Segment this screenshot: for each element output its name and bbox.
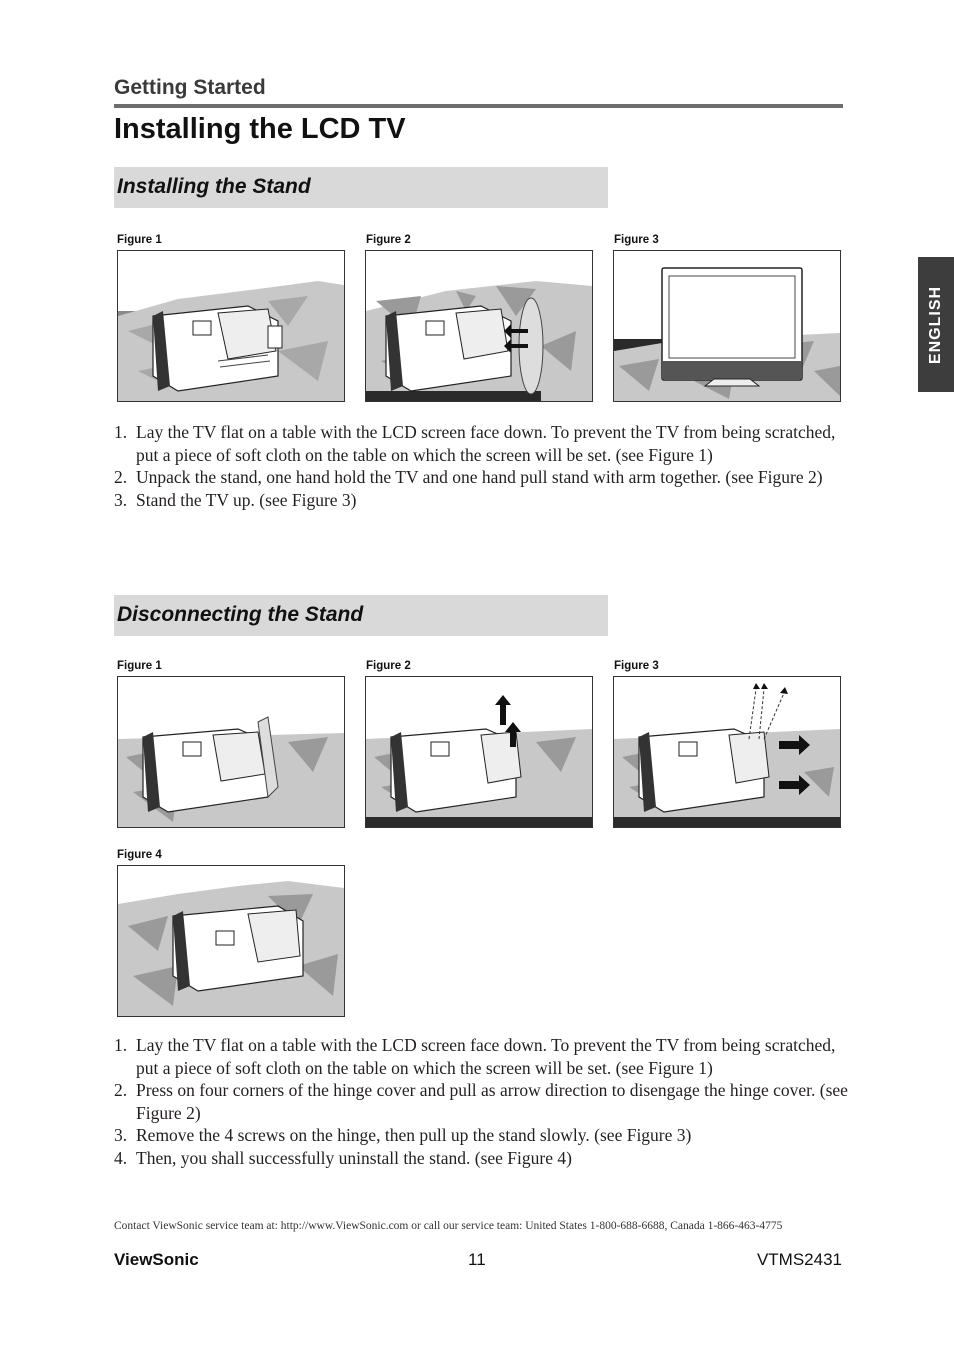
disconnect-step-4 [114,1147,854,1170]
step-number: 1. [114,1035,128,1055]
disconnect-figure-1 [117,676,345,828]
step-text: Unpack the stand, one hand hold the TV and one hand pull stand with arm together. (see Figure 2) [136,467,823,488]
model-number: VTMS2431 [756,1250,842,1269]
step-number: 3. [114,1125,128,1146]
language-tab-label: ENGLISH [927,285,944,364]
step-number: 1. [114,422,128,442]
install-step-2 [114,466,854,489]
section-label: Getting Started [114,76,266,99]
install-step-3 [114,489,854,512]
disconnect-steps [114,1034,854,1170]
disconnect-figure-2 [365,676,593,828]
disconnect-figure-1-label: Figure 1 [117,660,162,672]
disconnect-figure-3 [613,676,841,828]
language-tab [918,257,954,392]
install-step-1 [114,421,854,466]
step-text: Remove the 4 screws on the hinge, then pull up the stand slowly. (see Figure 3) [136,1125,692,1146]
contact-info: Contact ViewSonic service team at: http://www.ViewSonic.com or call our service team: United States 1-800-688-6688, Canada 1-866-463-4775 [114,1220,783,1232]
disconnect-figure-4 [117,865,345,1017]
install-heading: Installing the Stand [117,175,311,198]
step-number: 4. [114,1147,128,1168]
page-title: Installing the LCD TV [114,113,406,145]
disconnect-figure-4-label: Figure 4 [117,849,162,861]
install-heading-band [114,167,608,208]
install-steps [114,421,854,511]
header-rule [114,104,843,108]
step-text: Stand the TV up. (see Figure 3) [136,489,357,510]
disconnect-step-1 [114,1034,854,1079]
disconnect-figure-3-label: Figure 3 [614,660,659,672]
disconnect-step-3 [114,1124,854,1147]
step-number: 2. [114,467,128,488]
page-number: 11 [468,1250,486,1269]
step-number: 3. [114,489,128,510]
step-text: Lay the TV flat on a table with the LCD screen face down. To prevent the TV from being scratched, put a piece of soft cloth on the table on which the screen will be set. (see Figure 1) [136,1035,836,1078]
step-text: Press on four corners of the hinge cover and pull as arrow direction to disengage the hinge cover. (see Figure 2) [136,1080,848,1123]
install-figure-2-label: Figure 2 [366,234,411,246]
step-text: Lay the TV flat on a table with the LCD screen face down. To prevent the TV from being scratched, put a piece of soft cloth on the table on which the screen will be set. (see Figure 1) [136,422,836,465]
step-number: 2. [114,1080,128,1101]
step-text: Then, you shall successfully uninstall the stand. (see Figure 4) [136,1147,572,1168]
install-figure-3 [613,250,841,402]
disconnect-step-2 [114,1079,854,1124]
install-figure-2 [365,250,593,402]
install-figure-1 [117,250,345,402]
disconnect-heading: Disconnecting the Stand [117,603,364,626]
brand-name: ViewSonic [114,1250,199,1269]
disconnect-figure-2-label: Figure 2 [366,660,411,672]
install-figure-1-label: Figure 1 [117,234,162,246]
disconnect-heading-band [114,595,608,636]
install-figure-3-label: Figure 3 [614,234,659,246]
